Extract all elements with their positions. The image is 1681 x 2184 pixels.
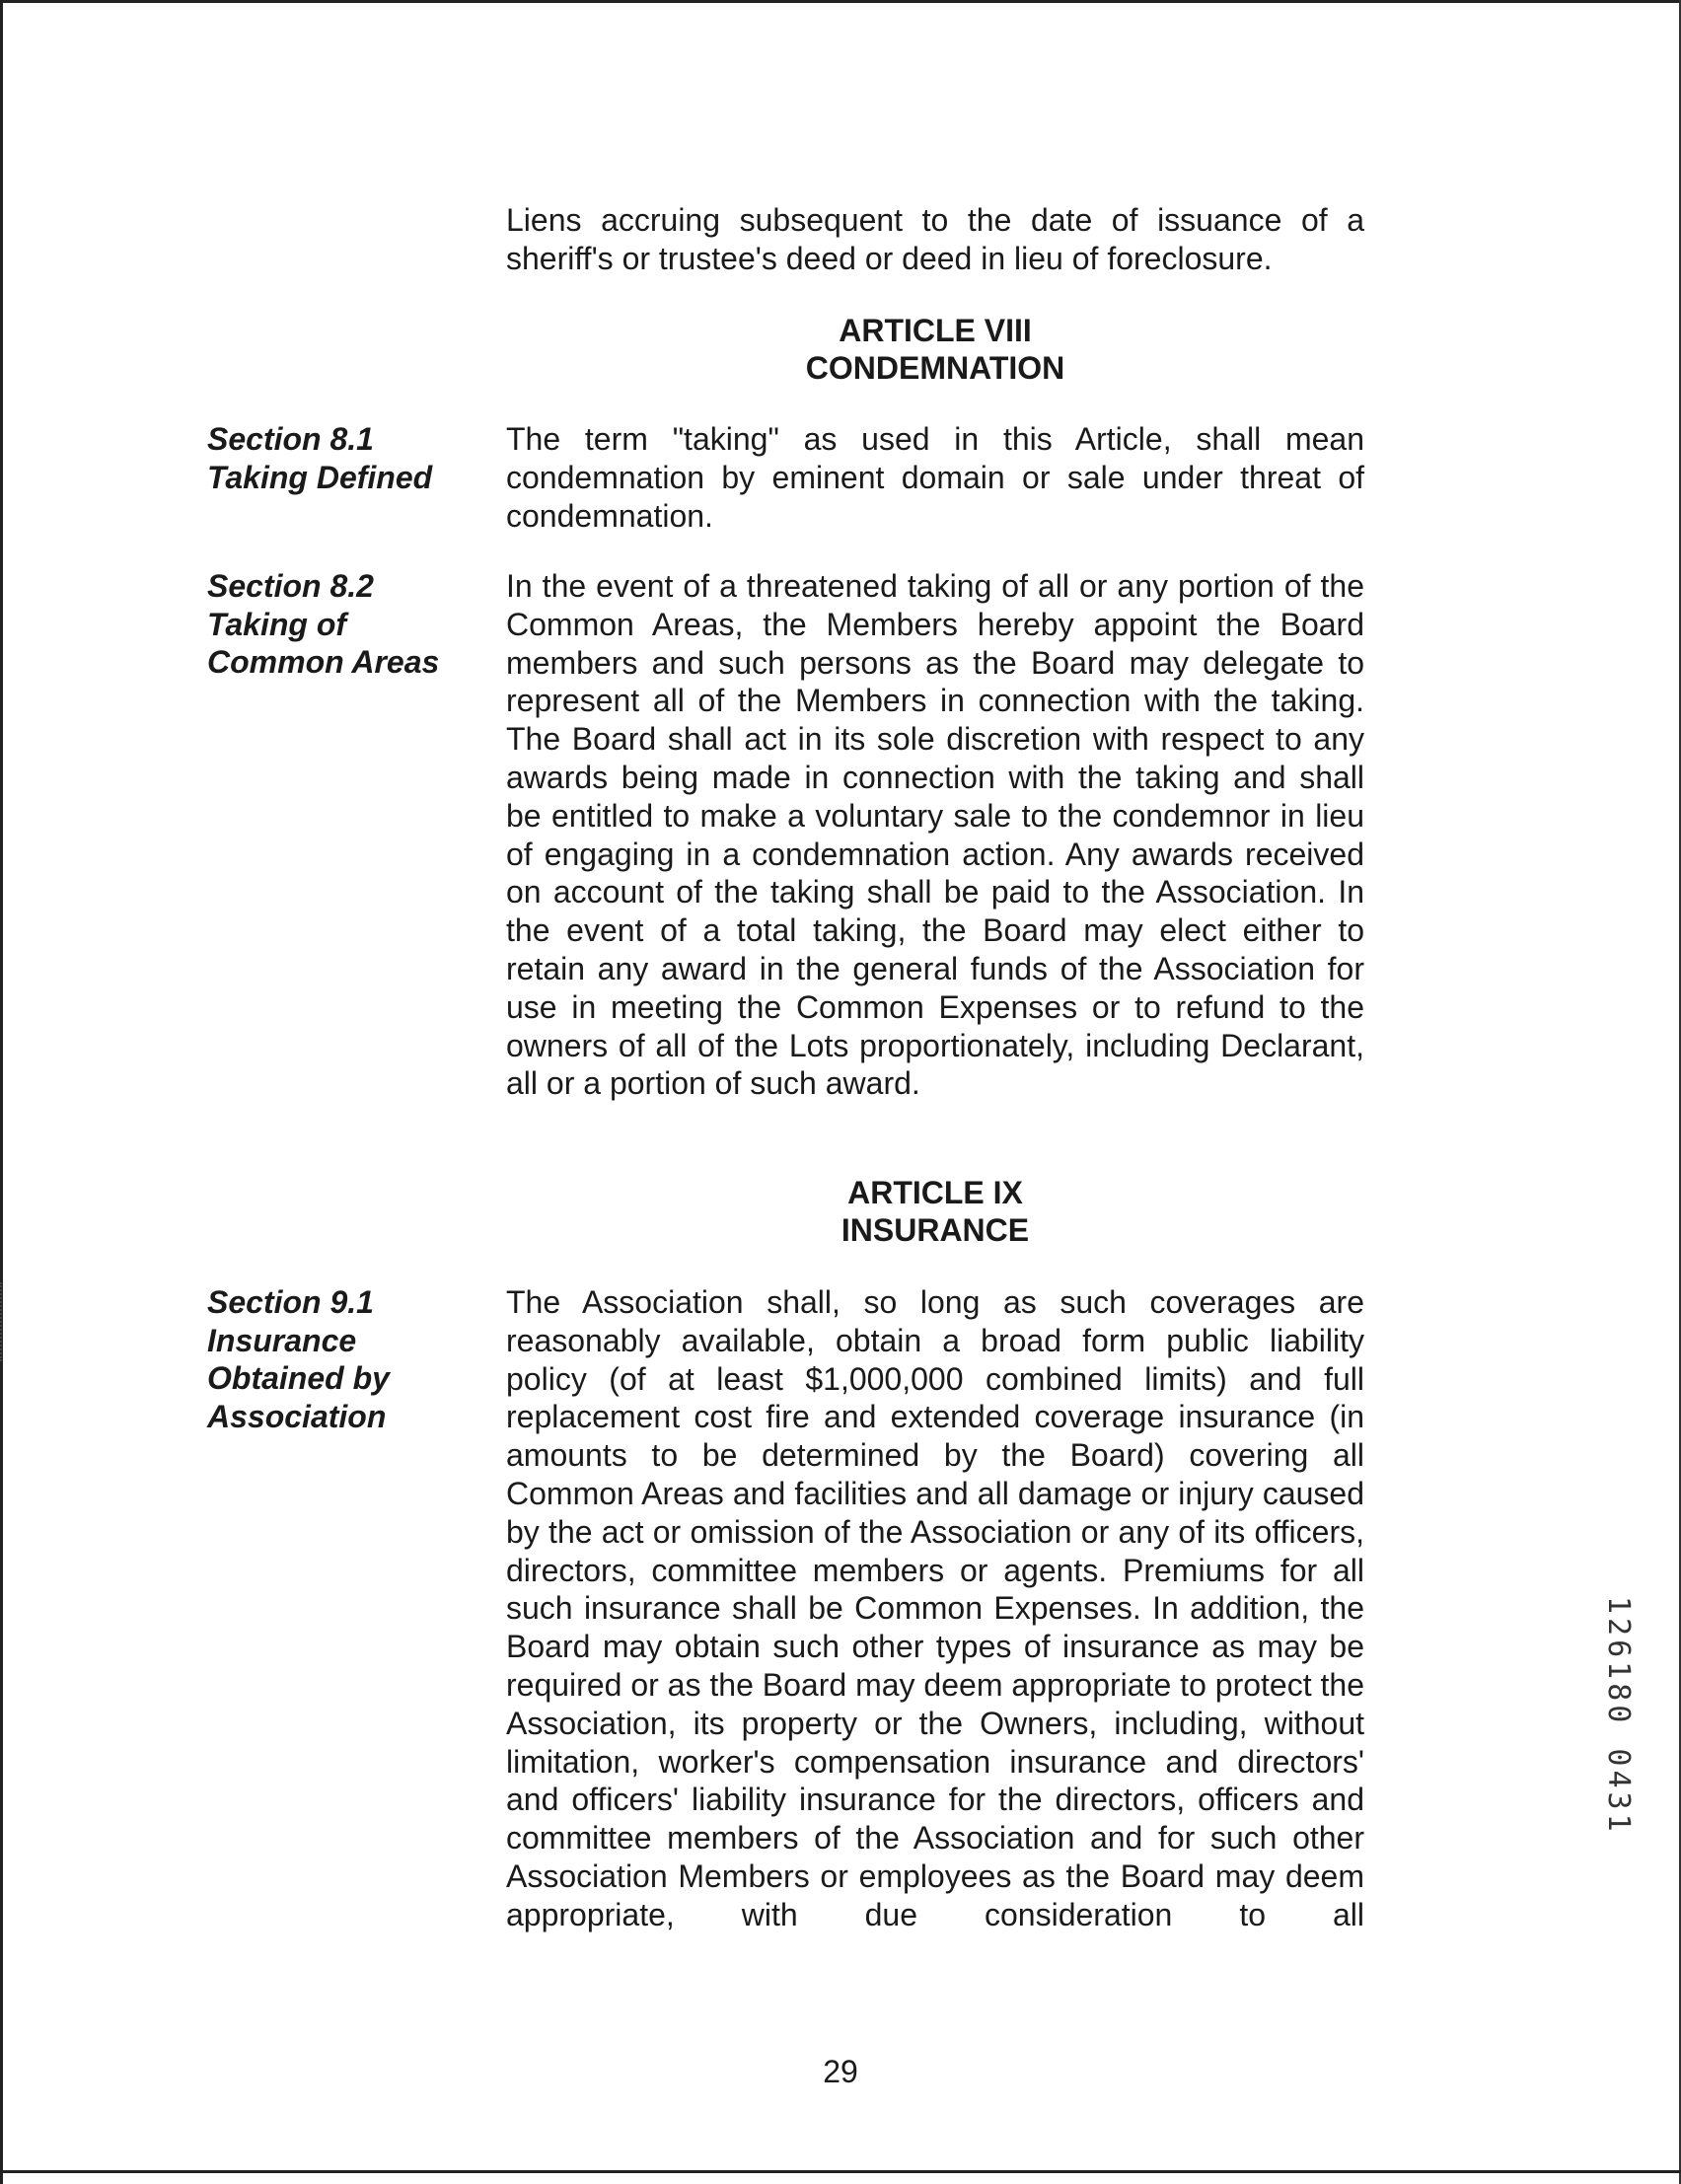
section-9-1-title-line-1: Insurance <box>207 1322 357 1358</box>
article-9-number: ARTICLE IX <box>847 1175 1023 1210</box>
page-number: 29 <box>823 2054 858 2089</box>
section-8-2-label <box>207 567 483 682</box>
section-9-1-title-line-3: Association <box>207 1398 387 1434</box>
section-8-2-number: Section 8.2 <box>207 568 374 604</box>
article-8-title: CONDEMNATION <box>805 350 1065 386</box>
scan-border-left <box>0 0 3 2184</box>
section-8-1-text: The term "taking" as used in this Article, shall mean condemnation by eminent domain or sale under threat of condemnation. <box>506 421 1364 534</box>
scan-border-top <box>0 0 1681 3</box>
scan-edge-marks <box>0 1282 6 1361</box>
article-9-title: INSURANCE <box>840 1212 1030 1248</box>
recording-stamp <box>1600 1596 1640 1853</box>
section-8-1-number: Section 8.1 <box>207 421 374 457</box>
section-8-1-title: Taking Defined <box>207 459 433 495</box>
article-8-number: ARTICLE VIII <box>839 313 1032 348</box>
section-9-1-label <box>207 1283 483 1435</box>
article-8-heading <box>506 312 1364 387</box>
section-8-2-title-line-2: Common Areas <box>207 644 440 680</box>
article-9-heading <box>506 1174 1364 1249</box>
scan-border-bottom <box>0 2170 1681 2173</box>
section-8-1-label <box>207 420 483 496</box>
intro-paragraph: Liens accruing subsequent to the date of issuance of a sheriff's or trustee's deed or deed in lieu of foreclosure. <box>506 202 1364 276</box>
section-8-2-text: In the event of a threatened taking of all or any portion of the Common Areas, the Members hereby appoint the Board members and such persons as the Board may delegate to represent all of the Members in connection with the taking. The Board shall act in its sole discretion with respect to any awards being made in connection with the taking and shall be entitled to make a voluntary sale to the condemnor in lieu of engaging in a condemnation action. Any awards received on account of the taking shall be paid to the Association. In the event of a total taking, the Board may elect either to retain any award in the general funds of the Association for use in meeting the Common Expenses or to refund to the owners of all of the Lots proportionately, including Declarant, all or a portion of such award. <box>506 568 1364 1102</box>
recording-stamp-text: 126180 0431 <box>1601 1596 1636 1836</box>
section-9-1-title-line-2: Obtained by <box>207 1360 390 1396</box>
section-8-2-title-line-1: Taking of <box>207 606 347 642</box>
section-9-1-text: The Association shall, so long as such coverages are reasonably available, obtain a broad form public liability policy (of at least $1,000,000 combined limits) and full replacement cost fire and extended coverage insurance (in amounts to be determined by the Board) covering all Common Areas and facilities and all damage or injury caused by the act or omission of the Association or any of its officers, directors, committee members or agents. Premiums for all such insurance shall be Common Expenses. In addition, the Board may obtain such other types of insurance as may be required or as the Board may deem appropriate to protect the Association, its property or the Owners, including, without limitation, worker's compensation insurance and directors' and officers' liability insurance for the directors, officers and committee members of the Association and for such other Association Members or employees as the Board may deem appropriate, with due consideration to all <box>506 1284 1364 1932</box>
section-9-1-number: Section 9.1 <box>207 1284 374 1320</box>
